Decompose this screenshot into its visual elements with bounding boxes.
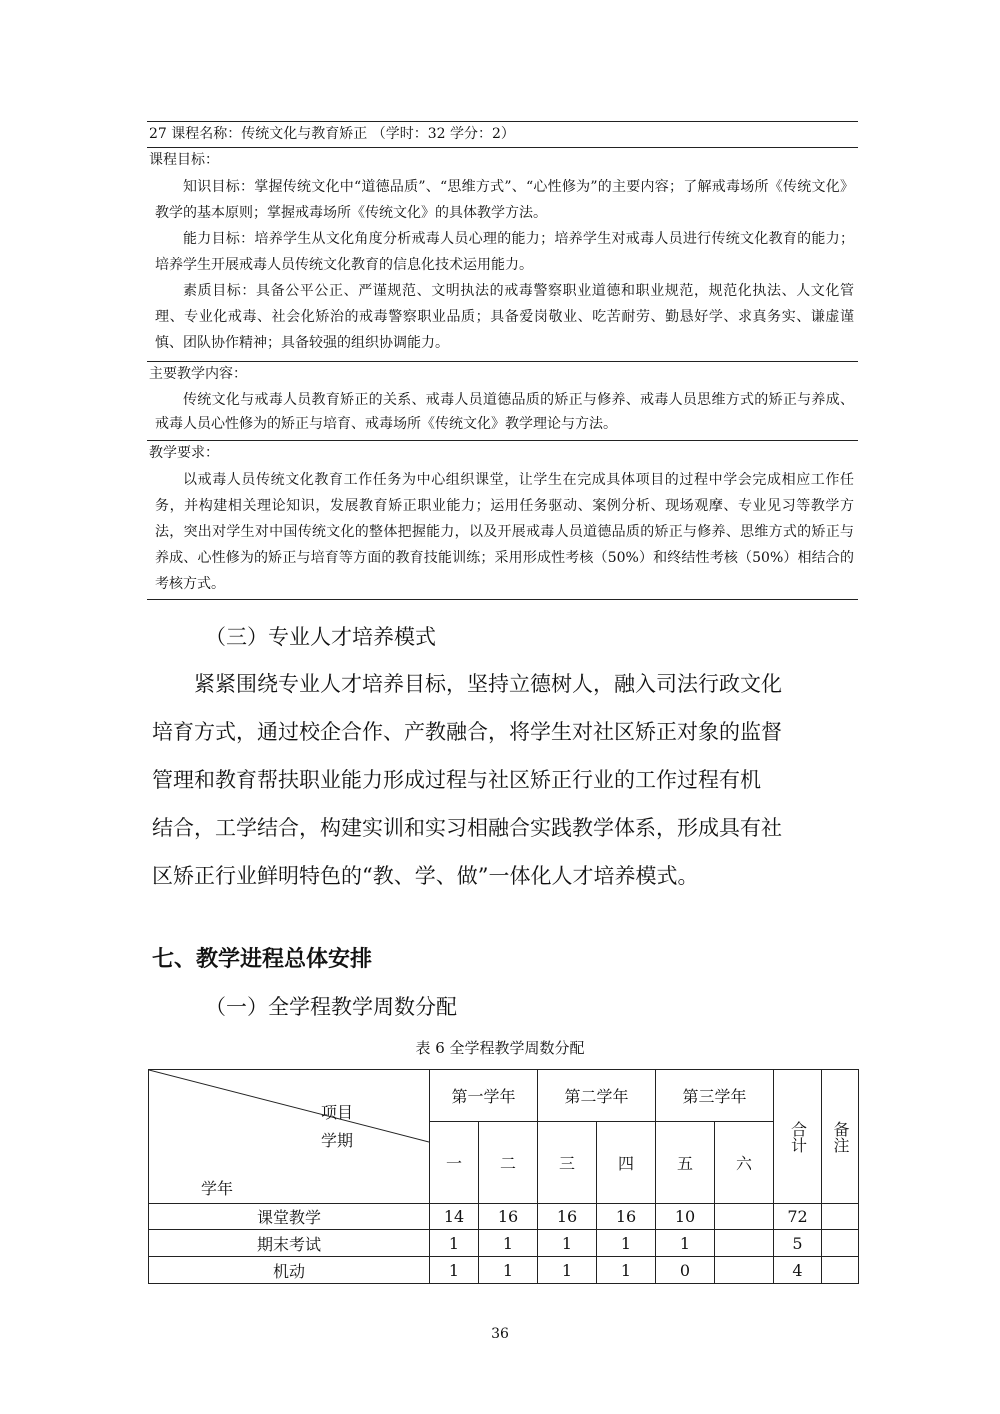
requirements-title: 教学要求： bbox=[149, 445, 219, 461]
requirements-section bbox=[147, 465, 858, 599]
table-cell: 1 bbox=[597, 1257, 656, 1284]
term-header: 二 bbox=[479, 1122, 538, 1204]
section3-paragraph bbox=[152, 660, 852, 900]
paragraph-line: 区矫正行业鲜明特色的“教、学、做”一体化人才培养模式。 bbox=[152, 864, 699, 888]
requirements-text: 以戒毒人员传统文化教育工作任务为中心组织课堂，让学生在完成具体项目的过程中学会完成相应工作任务，并构建相关理论知识，发展教育矫正职业能力；运用任务驱动、案例分析、现场观摩、专业见习等教学方法，突出对学生对中国传统文化的整体把握能力，以及开展戒毒人员道德品质的矫正与修养、思维方式的矫正与养成、心性修为的矫正与培育等方面的教育技能训练；采用形成性考核（50%）和终结性考核（50%）相结合的考核方式。 bbox=[155, 472, 854, 592]
row-note bbox=[822, 1230, 859, 1257]
table-cell: 10 bbox=[656, 1204, 715, 1230]
table-cell: 1 bbox=[538, 1230, 597, 1257]
table-cell: 1 bbox=[597, 1230, 656, 1257]
corner-item-label: 项目 bbox=[321, 1103, 354, 1122]
table-cell: 1 bbox=[656, 1230, 715, 1257]
corner-term-label: 学期 bbox=[321, 1131, 354, 1150]
term-header: 五 bbox=[656, 1122, 715, 1204]
paragraph-line: 管理和教育帮扶职业能力形成过程与社区矫正行业的工作过程有机 bbox=[152, 768, 761, 792]
objectives-section bbox=[147, 172, 858, 361]
diagonal-line bbox=[149, 1070, 429, 1204]
row-note bbox=[822, 1257, 859, 1284]
table-caption: 表 6 全学程教学周数分配 bbox=[415, 1039, 585, 1057]
term-header: 三 bbox=[538, 1122, 597, 1204]
objectives-title: 课程目标： bbox=[149, 152, 219, 168]
course-description-block bbox=[147, 121, 858, 600]
quality-objective: 素质目标：具备公平公正、严谨规范、文明执法的戒毒警察职业道德和职业规范，规范化执法、人文化管理、专业化戒毒、社会化矫治的戒毒警察职业品质；具备爱岗敬业、吃苦耐劳、勤恳好学、求真务实、谦虚谨慎、团队协作精神；具备较强的组织协调能力。 bbox=[155, 283, 854, 351]
corner-year-label: 学年 bbox=[201, 1179, 234, 1198]
table-row bbox=[149, 1230, 859, 1257]
term-header: 四 bbox=[597, 1122, 656, 1204]
year-header: 第二学年 bbox=[538, 1070, 656, 1122]
section3-heading: （三）专业人才培养模式 bbox=[205, 625, 436, 649]
content-title: 主要教学内容： bbox=[149, 366, 247, 382]
knowledge-objective: 知识目标：掌握传统文化中“道德品质”、“思维方式”、“心性修为”的主要内容；了解戒毒场所《传统文化》教学的基本原则；掌握戒毒场所《传统文化》的具体教学方法。 bbox=[155, 179, 854, 221]
course-header: 27 课程名称：传统文化与教育矫正 （学时：32 学分：2） bbox=[149, 126, 515, 142]
table-cell bbox=[715, 1257, 774, 1284]
table-cell: 1 bbox=[479, 1230, 538, 1257]
ability-objective: 能力目标：培养学生从文化角度分析戒毒人员心理的能力；培养学生对戒毒人员进行传统文化教育的能力；培养学生开展戒毒人员传统文化教育的信息化技术运用能力。 bbox=[155, 231, 854, 273]
table-cell: 16 bbox=[538, 1204, 597, 1230]
table-row bbox=[149, 1204, 859, 1230]
page-number: 36 bbox=[491, 1326, 509, 1342]
year-header: 第三学年 bbox=[656, 1070, 774, 1122]
sub1-heading: （一）全学程教学周数分配 bbox=[205, 995, 457, 1019]
row-total: 72 bbox=[774, 1204, 822, 1230]
content-section bbox=[147, 386, 858, 440]
table-row bbox=[149, 1257, 859, 1284]
table-cell: 0 bbox=[656, 1257, 715, 1284]
table-cell bbox=[715, 1230, 774, 1257]
year-header: 第一学年 bbox=[430, 1070, 538, 1122]
weeks-table bbox=[148, 1069, 859, 1284]
paragraph-line: 培育方式，通过校企合作、产教融合，将学生对社区矫正对象的监督 bbox=[152, 720, 782, 744]
content-text: 传统文化与戒毒人员教育矫正的关系、戒毒人员道德品质的矫正与修养、戒毒人员思维方式的矫正与养成、戒毒人员心性修为的矫正与培育、戒毒场所《传统文化》教学理论与方法。 bbox=[155, 392, 854, 432]
table-cell: 1 bbox=[430, 1257, 479, 1284]
row-label: 机动 bbox=[149, 1257, 430, 1284]
table-cell: 1 bbox=[430, 1230, 479, 1257]
row-label: 期末考试 bbox=[149, 1230, 430, 1257]
note-header: 备注 bbox=[822, 1070, 859, 1204]
paragraph-line: 紧紧围绕专业人才培养目标，坚持立德树人，融入司法行政文化 bbox=[194, 672, 782, 696]
table-cell bbox=[715, 1204, 774, 1230]
row-total: 4 bbox=[774, 1257, 822, 1284]
total-header: 合计 bbox=[774, 1070, 822, 1204]
term-header: 一 bbox=[430, 1122, 479, 1204]
row-total: 5 bbox=[774, 1230, 822, 1257]
table-cell: 14 bbox=[430, 1204, 479, 1230]
table-cell: 1 bbox=[479, 1257, 538, 1284]
chapter7-heading: 七、教学进程总体安排 bbox=[152, 947, 373, 972]
paragraph-line: 结合，工学结合，构建实训和实习相融合实践教学体系，形成具有社 bbox=[152, 816, 782, 840]
row-note bbox=[822, 1204, 859, 1230]
table-cell: 1 bbox=[538, 1257, 597, 1284]
table-cell: 16 bbox=[597, 1204, 656, 1230]
corner-header-cell bbox=[149, 1070, 430, 1204]
term-header: 六 bbox=[715, 1122, 774, 1204]
row-label: 课堂教学 bbox=[149, 1204, 430, 1230]
table-cell: 16 bbox=[479, 1204, 538, 1230]
